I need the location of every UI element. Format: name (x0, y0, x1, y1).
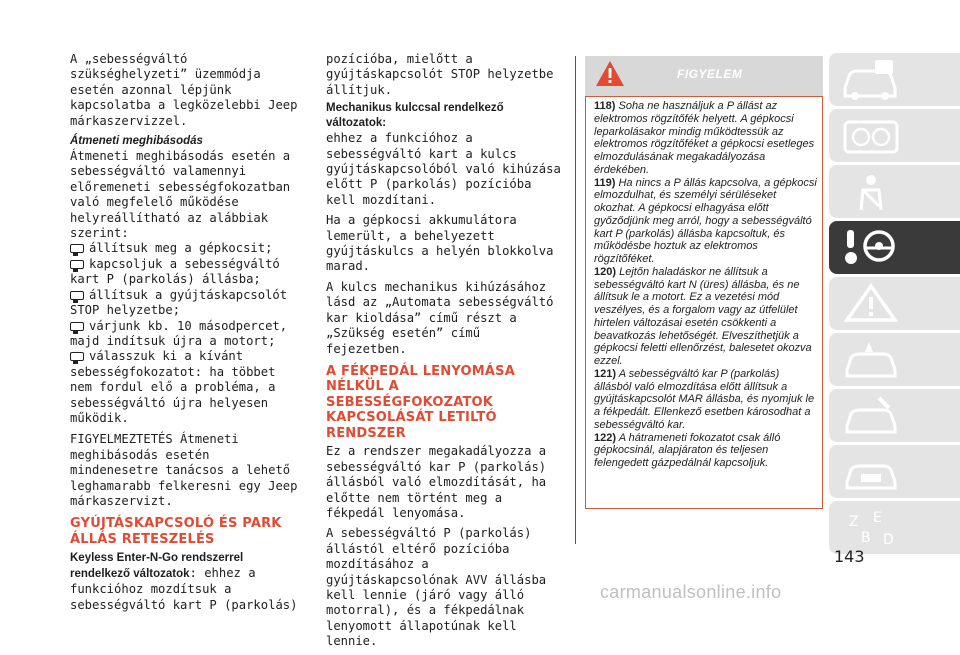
service-icon (839, 394, 903, 438)
warning-light-icon (839, 282, 903, 326)
warning-box (585, 56, 823, 509)
svg-text:E: E (873, 510, 882, 526)
bullet-list (70, 241, 302, 426)
warning-item: 120) Lejtőn haladáskor ne állítsuk a sebességváltó kart N (üres) állásba, és ne állítsuk le a motort. Ez a vezetési mód veszélyes, és a forgalom vagy az útfelület hirtelen változásai esetén csökkenti a beavatkozás lehetőségét. Elveszíthetjük a gépkocsi feletti ellenőrzést, balesetet okozva ezzel. (594, 265, 812, 367)
bullet-icon (70, 291, 84, 300)
safety-icon (839, 170, 903, 214)
left-column (70, 52, 302, 613)
tab-car-info[interactable] (829, 53, 960, 106)
paragraph: Ha a gépkocsi akkumulátora lemerült, a behelyezett gyújtáskulcs a helyén blokkolva marad. (326, 213, 554, 274)
page-number: 143 (834, 547, 865, 566)
list-item: állítsuk meg a gépkocsit; (70, 241, 302, 256)
dashboard-icon (839, 114, 903, 158)
subheading-temporary-fault: Átmeneti meghibásodás (70, 135, 203, 148)
paragraph: A kulcs mechanikus kihúzásához lásd az „Automata sebességváltó kar kioldása” című részt a „Szükség esetén” című fejezetben. (326, 279, 554, 356)
chapter-tabs (829, 0, 960, 604)
paragraph: FIGYELMEZTETÉS Átmeneti meghibásodás esetén mindenesetre tanácsos a lehető leghamarabb felkeresni egy Jeep márkaszervizt. (70, 432, 298, 508)
warning-item: 121) A sebességváltó kar P (parkolás) állásból való elmozdítása előtt állítsuk a gyújtáskapcsolót MAR állásba, és nyomjuk le a fékpedált. Ellenkező esetben károsodhat a sebességváltó kar. (594, 367, 815, 431)
tab-safety[interactable] (829, 165, 960, 218)
tab-start-drive[interactable] (829, 221, 960, 274)
svg-text:Z: Z (849, 514, 859, 530)
warning-triangle-icon (594, 59, 626, 89)
warning-title: FIGYELEM (677, 67, 743, 81)
paragraph: A sebességváltó P (parkolás) állástól eltérő pozícióba mozdításához a gyújtáskapcsolónak AVV állásba kell lennie (járó vagy álló motorral), és a fékpedálnak lenyomott állapotúnak kell lennie. (326, 526, 547, 649)
bullet-icon (70, 244, 84, 253)
list-item: kapcsoljuk a sebességváltó kart P (parkolás) állásba; (70, 256, 280, 287)
tab-technical-data[interactable] (829, 445, 960, 498)
section-heading: A FÉKPEDÁL LENYOMÁSA NÉLKÜL A SEBESSÉGFOKOZATOK KAPCSOLÁSÁT LETILTÓ RENDSZER (326, 363, 515, 441)
tab-dashboard[interactable] (829, 109, 960, 162)
middle-column (326, 52, 562, 655)
svg-text:D: D (883, 532, 894, 548)
warning-header (585, 56, 823, 96)
warning-body (585, 96, 823, 509)
index-icon (839, 506, 903, 550)
tab-warning-lights[interactable] (829, 277, 960, 330)
section-heading: GYÚJTÁSKAPCSOLÓ ÉS PARK ÁLLÁS RETESZELÉS (70, 516, 282, 547)
start-drive-icon (839, 226, 903, 270)
paragraph: Keyless Enter-N-Go rendszerrel rendelkező változatok: ehhez a funkcióhoz mozdítsuk a sebességváltó kart P (parkolás) (70, 552, 298, 612)
warning-item: 122) A hátrameneti fokozatot csak álló gépkocsinál, alapjáraton és teljesen felengedett gázpedálnál kapcsoljuk. (594, 431, 781, 469)
list-item: állítsuk a gyújtáskapcsolót STOP helyzetbe; (70, 287, 288, 318)
warning-item: 118) Soha ne használjuk a P állást az elektromos rögzítőfék helyett. A gépkocsi leparkolásakor mindig működtessük az elektromos rögzítőféket a gépkocsi esetleges elmozdulásának megakadályozása érdekében. (594, 100, 815, 176)
paragraph: A „sebességváltó szükséghelyzeti” üzemmódja esetén azonnal lépjünk kapcsolatba a legközelebbi Jeep márkaszervizzel. (70, 52, 298, 128)
tab-service[interactable] (829, 389, 960, 442)
svg-text:B: B (861, 530, 871, 546)
paragraph: Átmeneti meghibásodás esetén a sebességváltó valamennyi előremeneti sebességfokozatban való megfelelő működése helyreállítható az alábbiak szerint: (70, 149, 291, 241)
list-item: válasszuk ki a kívánt sebességfokozatot: ha többet nem fordul elő a probléma, a sebességváltó újra helyesen működik. (70, 349, 276, 425)
paragraph: pozícióba, mielőtt a gyújtáskapcsolót STOP helyzetbe állítjuk. (326, 52, 554, 97)
warning-item: 119) Ha nincs a P állás kapcsolva, a gépkocsi elmozdulhat, és személyi sérüléseket okozhat. A gépkocsi elhagyása előtt győződjünk meg arról, hogy a sebességváltó kart P (parkolás) állásba kapcsoltuk, és működésbe hoztuk az elektromos rögzítőféket. (594, 176, 817, 265)
bullet-icon (70, 260, 84, 269)
paragraph: ehhez a funkcióhoz a sebességváltó kart a kulcs gyújtáskapcsolóból való kihúzása előtt P (parkolás) pozícióba kell mozdítani. (326, 131, 561, 207)
list-item: várjunk kb. 10 másodpercet, majd indítsuk újra a motort; (70, 318, 288, 348)
tab-emergency[interactable] (829, 333, 960, 386)
emergency-icon (839, 338, 903, 382)
column-divider (575, 56, 576, 544)
car-info-icon (839, 58, 903, 102)
bullet-icon (70, 352, 84, 361)
bullet-icon (70, 322, 84, 331)
watermark: carmanualsonline.info (600, 582, 782, 602)
subheading-keyless: Keyless Enter-N-Go rendszerrel rendelkező változatok (70, 552, 244, 581)
paragraph: Ez a rendszer megakadályozza a sebességváltó kar P (parkolás) állásból való elmozdítását, ha előtte nem történt meg a fékpedál lenyomása. (326, 444, 547, 521)
subheading-mechanical-key: Mechanikus kulccsal rendelkező változatok: (326, 102, 504, 130)
technical-data-icon (839, 450, 903, 494)
